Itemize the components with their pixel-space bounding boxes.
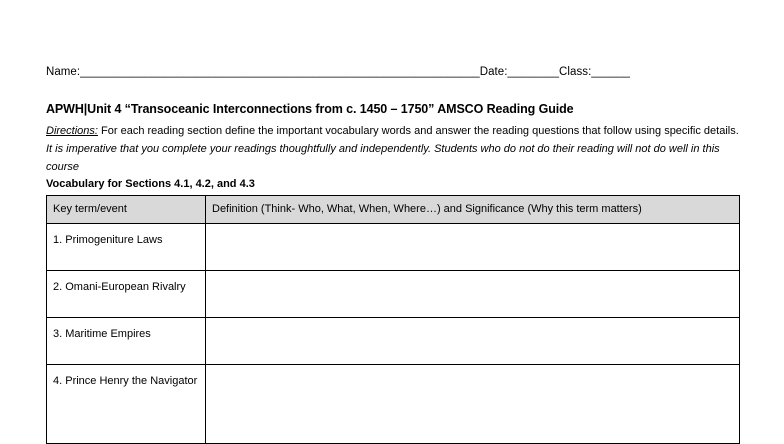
table-row: [47, 271, 740, 318]
page-title: APWH|Unit 4 “Transoceanic Interconnections from c. 1450 – 1750” AMSCO Reading Guide: [46, 102, 574, 116]
definition-cell[interactable]: [206, 224, 740, 271]
column-header-definition: Definition (Think- Who, What, When, Where…) and Significance (Why this term matters): [206, 196, 740, 224]
term-cell: [47, 365, 206, 444]
directions-paragraph: [46, 122, 746, 176]
term-cell: [47, 271, 206, 318]
directions-text: For each reading section define the important vocabulary words and answer the reading questions that follow using specific details.: [97, 125, 739, 137]
term-label: 1. Primogeniture Laws: [53, 234, 163, 246]
table-row: [47, 318, 740, 365]
term-cell: [47, 318, 206, 365]
column-header-key-term: Key term/event: [47, 196, 206, 224]
directions-label: Directions:: [46, 125, 98, 137]
directions-emphasis: It is imperative that you complete your readings thoughtfully and independently. Students who do not do their reading will not do well in this course: [46, 143, 720, 173]
definition-cell[interactable]: [206, 271, 740, 318]
table-row: [47, 365, 740, 444]
term-label: 3. Maritime Empires: [53, 328, 151, 340]
term-label: 4. Prince Henry the Navigator: [53, 375, 198, 387]
term-label: 2. Omani-European Rivalry: [53, 281, 186, 293]
vocabulary-heading: Vocabulary for Sections 4.1, 4.2, and 4.3: [46, 178, 255, 190]
vocabulary-table: [46, 195, 740, 444]
table-row: [47, 224, 740, 271]
term-cell: [47, 224, 206, 271]
definition-cell[interactable]: [206, 318, 740, 365]
name-date-class-line: Name:______________________________________________________________Date:________Class:______: [46, 66, 630, 78]
table-header-row: [47, 196, 740, 224]
definition-cell[interactable]: [206, 365, 740, 444]
